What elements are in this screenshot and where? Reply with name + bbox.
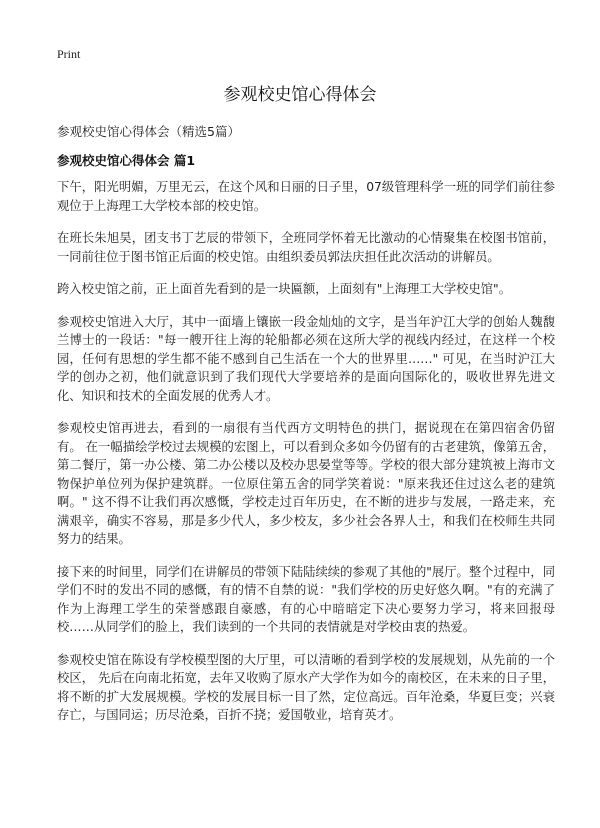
document-subtitle: 参观校史馆心得体会（精选5篇） <box>57 124 240 139</box>
paragraph: 接下来的时间里，同学们在讲解员的带领下陆陆续续的参观了其他的"展厅。整个过程中，同学们不时的发出不同的感慨，有的情不自禁的说："我们学校的历史好悠久啊。"有的充满了作为上海理工学生的荣誉感跟自豪感，有的心中暗暗定下决心要努力学习，将来回报母校……从同学们的脸上，我们读到的一个共同的表情就是对学校由衷的热爱。 <box>57 564 555 634</box>
section-heading: 参观校史馆心得体会 篇1 <box>57 153 196 168</box>
print-link[interactable]: Print <box>57 47 81 61</box>
page-title: 参观校史馆心得体会 <box>223 85 377 105</box>
paragraph: 跨入校史馆之前，正上面首先看到的是一块匾额，上面刻有"上海理工大学校史馆"。 <box>57 282 512 296</box>
paragraph: 下午，阳光明媚，万里无云，在这个风和日丽的日子里，07级管理科学一班的同学们前往参观位于上海理工大学校本部的校史馆。 <box>57 180 555 213</box>
paragraph: 参观校史馆进入大厅，其中一面墙上镶嵌一段金灿灿的文字，是当年沪江大学的创始人魏馥兰博士的一段话："每一艘开往上海的轮船都必须在这所大学的视线内经过，在这样一个校园，任何有思想的学生都不能不感到自己生活在一个大的世界里……" 可见，在当时沪江大学的创办之初，他们就意识到了我们现代大学要培养的是面向国际化的，吸收世界先进文化、知识和技术的全面发展的优秀人才。 <box>57 314 555 403</box>
paragraph: 参观校史馆在陈设有学校模型图的大厅里，可以清晰的看到学校的发展规划，从先前的一个校区， 先后在向南北拓宽，去年又收购了原水产大学作为如今的南校区，在未来的日子里，将不断的扩大发展规模。学校的发展目标一目了然，定位高远。百年沧桑，华夏巨变；兴衰存亡，与国同运；历尽沧桑，百折不挠；爱国敬业，培育英才。 <box>57 652 555 722</box>
paragraph: 参观校史馆再进去，看到的一扇很有当代西方文明特色的拱门，据说现在在第四宿舍仍留有。 在一幅描绘学校过去规模的宏图上，可以看到众多如今仍留有的古老建筑，像第五舍，第二餐厅，第一办公楼、第二办公楼以及校办思晏堂等等。学校的很大部分建筑被上海市文物保护单位列为保护建筑群。一位原住第五舍的同学笑着说："原来我还住过这么老的建筑啊。" 这不得不让我们再次感慨，学校走过百年历史，在不断的进步与发展，一路走来，充满艰辛，确实不容易，那是多少代人，多少校友，多少社会各界人士，和我们在校师生共同努力的结果。 <box>57 421 555 546</box>
article-body <box>57 178 555 739</box>
paragraph: 在班长朱旭昊，团支书丁艺辰的带领下，全班同学怀着无比激动的心情聚集在校图书馆前，一同前往位于图书馆正后面的校史馆。由组织委员郭法庆担任此次活动的讲解员。 <box>57 231 555 264</box>
